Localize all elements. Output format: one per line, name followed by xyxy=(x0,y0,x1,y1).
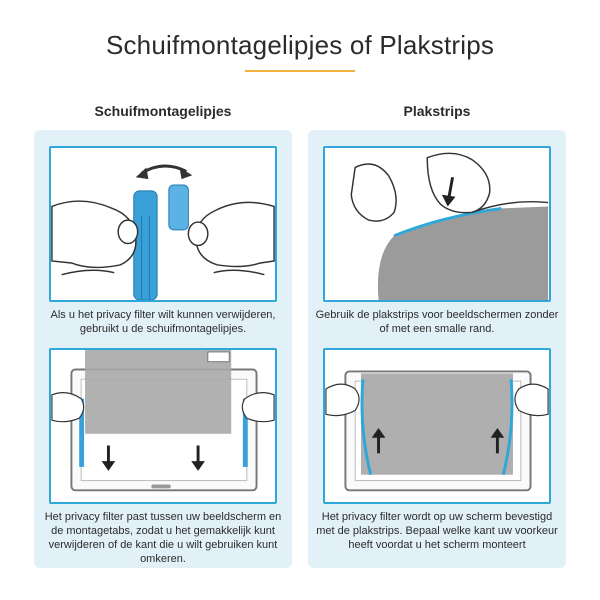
step-frame-3 xyxy=(323,146,551,302)
step-caption-2: Het privacy filter past tussen uw beeldscherm en de montagetabs, zodat u het gemakkelijk kunt verwijderen of de kant die u wilt gebruiken kunt omkeren. xyxy=(44,511,282,565)
page-title: Schuifmontagelipjes of Plakstrips xyxy=(105,30,495,60)
step-caption-1: Als u het privacy filter wilt kunnen verwijderen, gebruikt u de schuifmontagelipjes. xyxy=(50,309,276,335)
sliding-tabs-hands-illustration xyxy=(51,148,275,300)
step-frame-1 xyxy=(49,146,277,302)
title-underline xyxy=(245,70,355,72)
step-frame-4 xyxy=(323,348,551,504)
step-frame-2 xyxy=(49,348,277,504)
column-heading-adhesive-strips: Plakstrips xyxy=(403,103,471,119)
panel-sliding-tabs xyxy=(34,130,292,568)
step-caption-4: Het privacy filter wordt op uw scherm bevestigd met de plakstrips. Bepaal welke kant uw voorkeur heeft voordat u het scherm monteert xyxy=(316,511,558,551)
filter-slide-into-tabs-illustration xyxy=(51,350,275,502)
peel-adhesive-strip-illustration xyxy=(325,148,549,300)
step-caption-3: Gebruik de plakstrips voor beeldschermen zonder of met een smalle rand. xyxy=(315,309,559,335)
filter-adhesive-mounted-illustration xyxy=(325,350,549,502)
panel-adhesive-strips xyxy=(308,130,566,568)
column-heading-sliding-tabs: Schuifmontagelipjes xyxy=(94,103,232,119)
